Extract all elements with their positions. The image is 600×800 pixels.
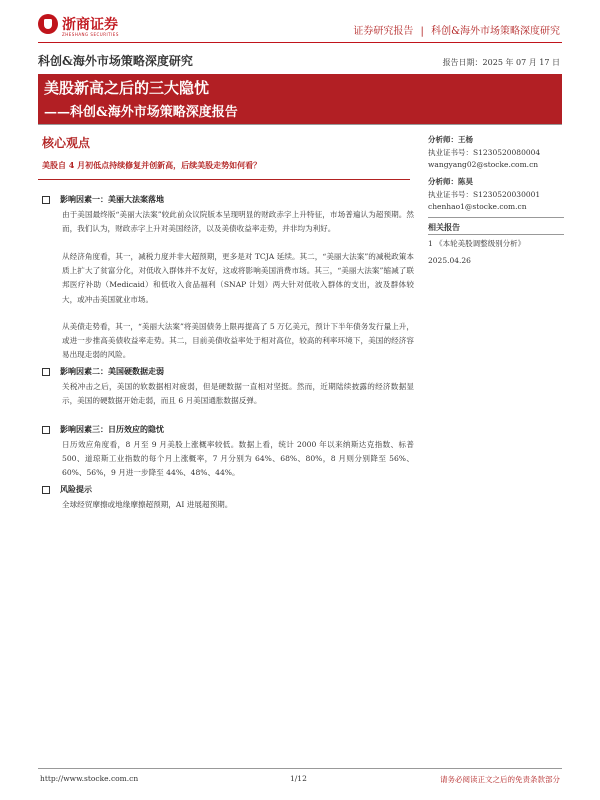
section-heading [42, 424, 164, 435]
footer-divider [38, 768, 562, 769]
section-title: 影响因素三：日历效应的隐忧 [60, 424, 164, 434]
section-title: 影响因素一：美丽大法案落地 [60, 194, 164, 204]
analyst-cert: 执业证书号：S1230520080004 [428, 147, 541, 157]
analyst-cert: 执业证书号：S1230520030001 [428, 189, 541, 199]
checkbox-bullet-icon [42, 426, 50, 434]
section-paragraph: 从经济角度看，其一，减税力度并非大超预期，更多是对 TCJA 延续。其二，“美丽大法案”的减税政策本质上扩大了贫富分化，对低收入群体并不友好，这或将影响美国消费市场。其三，“美丽大法案”缩减了联邦医疗补助（Medicaid）和低收入食品福利（SNAP 计划）两大针对低收入群体的支出，波及群体较大，或冲击美国就业市场。 [62, 252, 414, 304]
report-title: 美股新高之后的三大隐忧 [44, 79, 210, 97]
section-paragraph: 全球经贸摩擦或地缘摩擦超预期，AI 进展超预期。 [62, 500, 233, 509]
header-report-series: 科创&海外市场策略深度研究 [431, 26, 560, 37]
core-views-heading: 核心观点 [42, 136, 91, 150]
logo-english-name: ZHESHANG SECURITIES [62, 32, 119, 37]
series-label: 科创&海外市场策略深度研究 [38, 54, 193, 68]
section-title: 影响因素二：美国硬数据走弱 [60, 366, 164, 376]
analyst-label: 分析师： [428, 135, 458, 144]
section-paragraph: 日历效应角度看，8 月至 9 月美股上涨概率较低。数据上看，统计 2000 年以来纳斯达克指数、标普 500、道琼斯工业指数的每个月上涨概率，7 月分别为 64%、68%、80%，8 月则分别降至 56%、60%、56%，9 月进一步降至 44%、48%、44%。 [62, 440, 414, 478]
related-divider [428, 217, 564, 218]
report-date: 报告日期：2025 年 07 月 17 日 [442, 58, 560, 67]
related-report-date: 2025.04.26 [428, 256, 471, 265]
header-divider [38, 42, 562, 43]
core-divider [38, 179, 410, 180]
related-reports-heading: 相关报告 [428, 222, 460, 232]
related-heading-underline [428, 234, 564, 235]
header-report-type: 证券研究报告 [353, 26, 414, 37]
core-question: 美股自 4 月初低点持续修复并创新高，后续美股走势如何看？ [42, 160, 262, 170]
related-report-title[interactable]: 《本轮美股调整级别分析》 [435, 239, 526, 248]
analyst-card [428, 134, 540, 172]
section-heading [42, 484, 92, 495]
section-paragraph: 由于美国最终版“美丽大法案”较此前众议院版本呈现明显的财政赤字上升特征，市场普遍认为超预期。然而，我们认为，财政赤字上升对美国经济，以及美债收益率走势，并非均为利好。 [62, 210, 414, 234]
checkbox-bullet-icon [42, 368, 50, 376]
analyst-name: 陈昊 [458, 177, 473, 186]
section-paragraph: 从美债走势看，其一，“美丽大法案”将美国债务上限再提高了 5 万亿美元，预计下半年债务发行量上升，或进一步推高美债收益率走势。其二，目前美债收益率处于相对高位，较高的利率环境下，美国的经济容易出现走弱的风险。 [62, 322, 414, 360]
analyst-email: chenhao1@stocke.com.cn [428, 202, 527, 211]
analyst-email: wangyang02@stocke.com.cn [428, 160, 539, 169]
footer-disclaimer: 请务必阅读正文之后的免责条款部分 [440, 775, 560, 784]
header-separator: | [420, 26, 424, 37]
checkbox-bullet-icon [42, 486, 50, 494]
analyst-card [428, 176, 540, 214]
section-heading [42, 366, 164, 377]
footer-website-link[interactable]: http://www.stocke.com.cn [40, 774, 139, 783]
checkbox-bullet-icon [42, 196, 50, 204]
page-number: 1/12 [290, 774, 307, 783]
report-subtitle: ——科创&海外市场策略深度报告 [44, 105, 238, 120]
title-divider [38, 124, 562, 125]
logo-name: 浙商证券 [62, 17, 118, 33]
related-report-index: 1 [428, 239, 433, 248]
company-logo [38, 14, 158, 40]
header-category [353, 22, 560, 37]
section-paragraph: 关税冲击之后，美国的软数据相对疲弱，但是硬数据一直相对坚挺。然而，近期陆续披露的经济数据显示，美国的硬数据开始走弱，而且 6 月美国通胀数据反弹。 [62, 382, 414, 406]
section-title: 风险提示 [60, 484, 92, 494]
title-banner [38, 74, 562, 124]
section-heading [42, 194, 164, 205]
analyst-label: 分析师： [428, 177, 458, 186]
analyst-name: 王杨 [458, 135, 473, 144]
related-report-item[interactable] [428, 238, 525, 249]
logo-emblem-icon [38, 14, 58, 34]
